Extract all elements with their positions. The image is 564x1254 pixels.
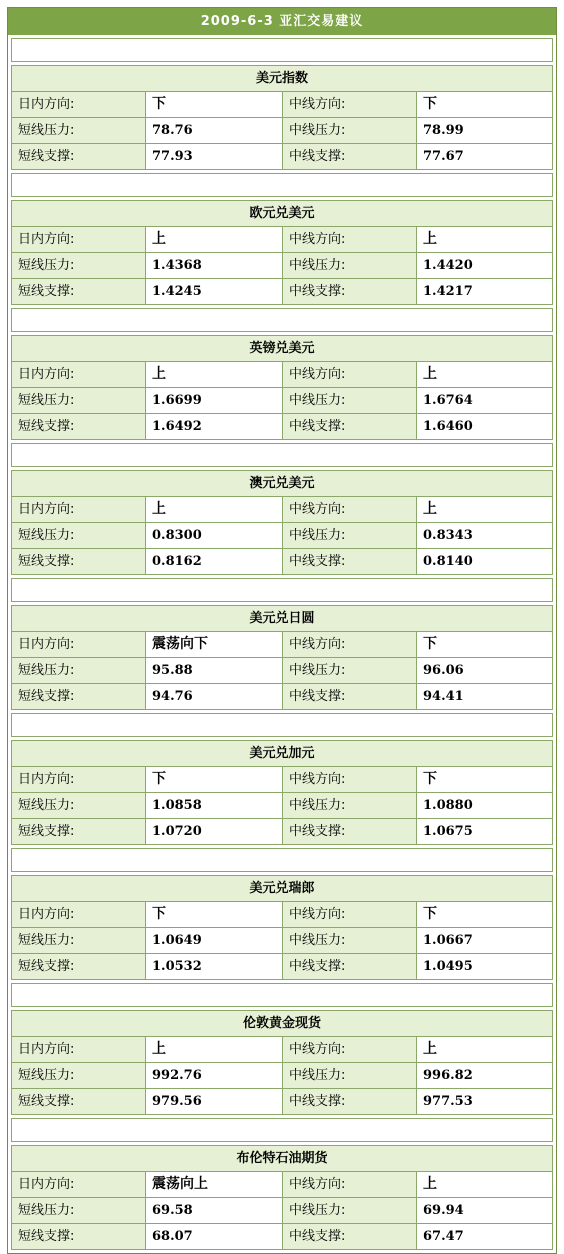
label-short-sup: 短线支撑: <box>12 954 146 979</box>
instrument-section <box>11 605 553 710</box>
value-medium-dir: 上 <box>417 227 552 252</box>
value-intraday: 下 <box>146 92 283 117</box>
label-short-res: 短线压力: <box>12 658 146 683</box>
value-medium-res: 1.0880 <box>417 793 552 818</box>
value-medium-sup: 977.53 <box>417 1089 552 1114</box>
instrument-section <box>11 335 553 440</box>
table-row <box>12 819 552 844</box>
label-short-res: 短线压力: <box>12 793 146 818</box>
table-row <box>12 497 552 523</box>
instrument-name: 美元指数 <box>12 66 552 92</box>
spacer-row <box>11 38 553 62</box>
label-medium-dir: 中线方向: <box>283 92 417 117</box>
instrument-section <box>11 740 553 845</box>
label-short-res: 短线压力: <box>12 388 146 413</box>
value-medium-dir: 上 <box>417 1172 552 1197</box>
label-medium-sup: 中线支撑: <box>283 414 417 439</box>
table-row <box>12 227 552 253</box>
value-short-sup: 94.76 <box>146 684 283 709</box>
label-intraday: 日内方向: <box>12 1172 146 1197</box>
spacer-row <box>11 443 553 467</box>
value-medium-dir: 上 <box>417 362 552 387</box>
spacer-row <box>11 713 553 737</box>
label-intraday: 日内方向: <box>12 632 146 657</box>
label-medium-res: 中线压力: <box>283 1198 417 1223</box>
value-short-res: 1.6699 <box>146 388 283 413</box>
table-row <box>12 1224 552 1249</box>
label-short-res: 短线压力: <box>12 118 146 143</box>
table-row <box>12 1198 552 1224</box>
label-short-sup: 短线支撑: <box>12 819 146 844</box>
label-intraday: 日内方向: <box>12 92 146 117</box>
table-row <box>12 632 552 658</box>
label-medium-res: 中线压力: <box>283 1063 417 1088</box>
table-row <box>12 928 552 954</box>
value-intraday: 上 <box>146 362 283 387</box>
value-intraday: 上 <box>146 227 283 252</box>
table-row <box>12 118 552 144</box>
value-medium-sup: 0.8140 <box>417 549 552 574</box>
label-intraday: 日内方向: <box>12 767 146 792</box>
label-intraday: 日内方向: <box>12 902 146 927</box>
value-short-res: 1.4368 <box>146 253 283 278</box>
label-medium-sup: 中线支撑: <box>283 549 417 574</box>
value-medium-res: 1.0667 <box>417 928 552 953</box>
instrument-section <box>11 200 553 305</box>
label-medium-dir: 中线方向: <box>283 497 417 522</box>
value-short-res: 1.0858 <box>146 793 283 818</box>
spacer-row <box>11 578 553 602</box>
table-row <box>12 658 552 684</box>
label-intraday: 日内方向: <box>12 497 146 522</box>
table-row <box>12 362 552 388</box>
label-medium-sup: 中线支撑: <box>283 819 417 844</box>
spacer-row <box>11 848 553 872</box>
value-medium-dir: 下 <box>417 92 552 117</box>
label-medium-res: 中线压力: <box>283 118 417 143</box>
table-row <box>12 767 552 793</box>
value-medium-res: 69.94 <box>417 1198 552 1223</box>
table-row <box>12 1063 552 1089</box>
label-medium-dir: 中线方向: <box>283 632 417 657</box>
value-short-res: 95.88 <box>146 658 283 683</box>
table-row <box>12 1037 552 1063</box>
table-row <box>12 902 552 928</box>
value-medium-sup: 77.67 <box>417 144 552 169</box>
table-row <box>12 253 552 279</box>
label-short-sup: 短线支撑: <box>12 684 146 709</box>
value-medium-dir: 下 <box>417 902 552 927</box>
instrument-name: 澳元兑美元 <box>12 471 552 497</box>
label-medium-sup: 中线支撑: <box>283 954 417 979</box>
value-short-res: 78.76 <box>146 118 283 143</box>
value-medium-res: 1.4420 <box>417 253 552 278</box>
label-short-sup: 短线支撑: <box>12 1089 146 1114</box>
value-intraday: 下 <box>146 767 283 792</box>
value-medium-dir: 上 <box>417 1037 552 1062</box>
instrument-name: 英镑兑美元 <box>12 336 552 362</box>
label-medium-sup: 中线支撑: <box>283 1089 417 1114</box>
value-medium-res: 996.82 <box>417 1063 552 1088</box>
value-intraday: 下 <box>146 902 283 927</box>
value-medium-sup: 1.6460 <box>417 414 552 439</box>
instrument-name: 美元兑日圆 <box>12 606 552 632</box>
instrument-section <box>11 470 553 575</box>
table-row <box>12 1172 552 1198</box>
value-short-sup: 1.6492 <box>146 414 283 439</box>
table-row <box>12 144 552 169</box>
value-short-sup: 1.0532 <box>146 954 283 979</box>
table-row <box>12 684 552 709</box>
value-short-sup: 0.8162 <box>146 549 283 574</box>
spacer-row <box>11 983 553 1007</box>
label-intraday: 日内方向: <box>12 227 146 252</box>
instrument-section <box>11 65 553 170</box>
value-medium-dir: 下 <box>417 767 552 792</box>
label-medium-res: 中线压力: <box>283 253 417 278</box>
label-short-res: 短线压力: <box>12 928 146 953</box>
table-row <box>12 414 552 439</box>
value-medium-sup: 1.0495 <box>417 954 552 979</box>
table-row <box>12 954 552 979</box>
value-medium-res: 1.6764 <box>417 388 552 413</box>
label-medium-res: 中线压力: <box>283 928 417 953</box>
label-short-sup: 短线支撑: <box>12 279 146 304</box>
value-short-res: 992.76 <box>146 1063 283 1088</box>
label-medium-dir: 中线方向: <box>283 227 417 252</box>
value-short-res: 0.8300 <box>146 523 283 548</box>
value-intraday: 震荡向下 <box>146 632 283 657</box>
label-intraday: 日内方向: <box>12 362 146 387</box>
table-row <box>12 549 552 574</box>
value-short-sup: 68.07 <box>146 1224 283 1249</box>
value-short-sup: 1.0720 <box>146 819 283 844</box>
value-short-sup: 979.56 <box>146 1089 283 1114</box>
value-medium-dir: 下 <box>417 632 552 657</box>
label-short-sup: 短线支撑: <box>12 549 146 574</box>
label-medium-dir: 中线方向: <box>283 1172 417 1197</box>
value-medium-res: 96.06 <box>417 658 552 683</box>
table-row <box>12 92 552 118</box>
label-medium-res: 中线压力: <box>283 658 417 683</box>
label-short-res: 短线压力: <box>12 523 146 548</box>
label-medium-res: 中线压力: <box>283 793 417 818</box>
value-medium-sup: 67.47 <box>417 1224 552 1249</box>
label-medium-sup: 中线支撑: <box>283 144 417 169</box>
value-medium-sup: 1.0675 <box>417 819 552 844</box>
value-short-sup: 77.93 <box>146 144 283 169</box>
label-short-sup: 短线支撑: <box>12 1224 146 1249</box>
label-medium-dir: 中线方向: <box>283 767 417 792</box>
instrument-section <box>11 1145 553 1250</box>
label-medium-sup: 中线支撑: <box>283 279 417 304</box>
label-medium-dir: 中线方向: <box>283 1037 417 1062</box>
table-row <box>12 793 552 819</box>
label-short-res: 短线压力: <box>12 253 146 278</box>
label-medium-sup: 中线支撑: <box>283 684 417 709</box>
spacer-row <box>11 1118 553 1142</box>
label-short-sup: 短线支撑: <box>12 414 146 439</box>
instrument-name: 美元兑瑞郎 <box>12 876 552 902</box>
table-row <box>12 523 552 549</box>
value-short-res: 69.58 <box>146 1198 283 1223</box>
label-medium-dir: 中线方向: <box>283 902 417 927</box>
value-intraday: 上 <box>146 497 283 522</box>
value-medium-sup: 1.4217 <box>417 279 552 304</box>
instrument-section <box>11 1010 553 1115</box>
label-short-sup: 短线支撑: <box>12 144 146 169</box>
spacer-row <box>11 308 553 332</box>
instrument-name: 美元兑加元 <box>12 741 552 767</box>
instrument-name: 布伦特石油期货 <box>12 1146 552 1172</box>
table-row <box>12 388 552 414</box>
value-intraday: 上 <box>146 1037 283 1062</box>
table-row <box>12 1089 552 1114</box>
label-medium-dir: 中线方向: <box>283 362 417 387</box>
value-short-res: 1.0649 <box>146 928 283 953</box>
table-row <box>12 279 552 304</box>
label-short-res: 短线压力: <box>12 1063 146 1088</box>
label-medium-res: 中线压力: <box>283 523 417 548</box>
advice-table <box>7 7 557 1254</box>
value-medium-res: 0.8343 <box>417 523 552 548</box>
label-medium-sup: 中线支撑: <box>283 1224 417 1249</box>
instrument-name: 伦敦黄金现货 <box>12 1011 552 1037</box>
value-medium-dir: 上 <box>417 497 552 522</box>
value-medium-res: 78.99 <box>417 118 552 143</box>
label-short-res: 短线压力: <box>12 1198 146 1223</box>
page-title: 2009-6-3 亚汇交易建议 <box>8 8 556 35</box>
label-intraday: 日内方向: <box>12 1037 146 1062</box>
spacer-row <box>11 173 553 197</box>
value-short-sup: 1.4245 <box>146 279 283 304</box>
instrument-name: 欧元兑美元 <box>12 201 552 227</box>
value-medium-sup: 94.41 <box>417 684 552 709</box>
value-intraday: 震荡向上 <box>146 1172 283 1197</box>
sections-container <box>8 38 556 1250</box>
label-medium-res: 中线压力: <box>283 388 417 413</box>
instrument-section <box>11 875 553 980</box>
